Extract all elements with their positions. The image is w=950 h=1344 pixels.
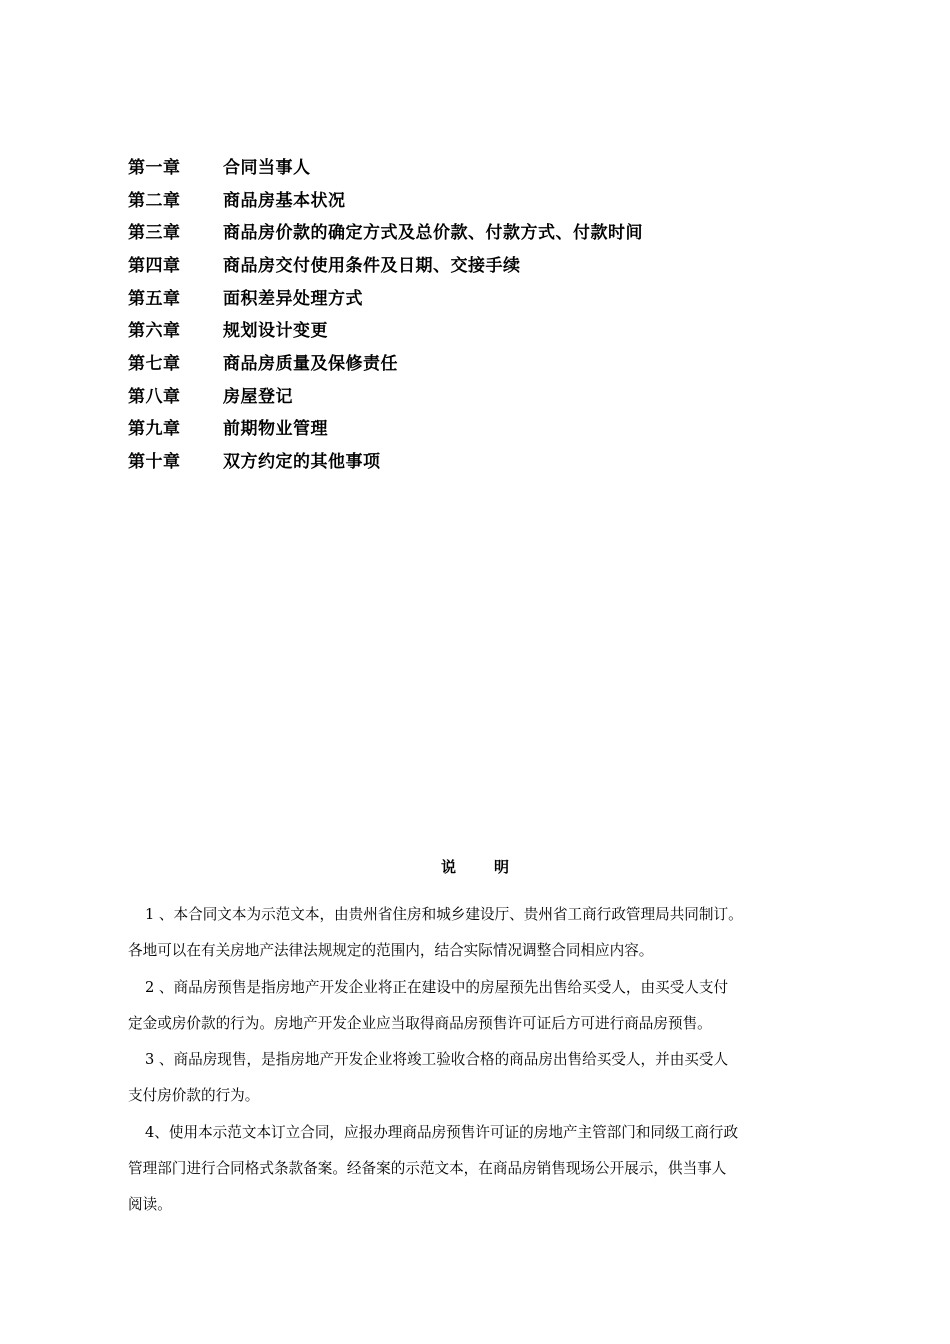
toc-entry-6: [128, 312, 828, 345]
toc-chapter-title: 前期物业管理: [223, 419, 328, 440]
toc-chapter-label: 第十章: [128, 452, 181, 473]
toc-chapter-title: 商品房质量及保修责任: [223, 353, 398, 374]
notes-heading: 说明: [440, 858, 547, 876]
note-line: 管理部门进行合同格式条款备案。经备案的示范文本，在商品房销售现场公开展示，供当事人: [128, 1160, 727, 1178]
toc-chapter-title: 房屋登记: [223, 386, 293, 407]
notes-body: [128, 897, 836, 1224]
note-line: 4、使用本示范文本订立合同，应报办理商品房预售许可证的房地产主管部门和同级工商行政: [145, 1123, 739, 1141]
note-line: 1 、本合同文本为示范文本，由贵州省住房和城乡建设厅、贵州省工商行政管理局共同制订。: [145, 906, 743, 923]
toc-entry-10: [128, 443, 828, 476]
note-line: 各地可以在有关房地产法律法规规定的范围内，结合实际情况调整合同相应内容。: [128, 942, 654, 960]
toc-entry-2: [128, 182, 828, 215]
toc-chapter-title: 双方约定的其他事项: [223, 452, 381, 473]
toc-chapter-label: 第九章: [128, 419, 181, 440]
toc-entry-4: [128, 247, 828, 280]
toc-chapter-label: 第一章: [128, 157, 181, 178]
note-line: 定金或房价款的行为。房地产开发企业应当取得商品房预售许可证后方可进行商品房预售。: [128, 1014, 712, 1032]
toc-chapter-label: 第八章: [128, 386, 181, 407]
table-of-contents: [128, 149, 828, 476]
toc-chapter-title: 面积差异处理方式: [223, 288, 363, 309]
toc-chapter-label: 第二章: [128, 190, 181, 211]
note-line: 2 、商品房预售是指房地产开发企业将正在建设中的房屋预先出售给买受人，由买受人支付: [145, 978, 729, 996]
toc-chapter-title: 商品房价款的确定方式及总价款、付款方式、付款时间: [223, 223, 643, 244]
note-line: 阅读。: [128, 1196, 172, 1214]
toc-entry-7: [128, 345, 828, 378]
toc-entry-1: [128, 149, 828, 182]
toc-chapter-title: 商品房交付使用条件及日期、交接手续: [223, 255, 521, 276]
toc-chapter-label: 第四章: [128, 255, 181, 276]
toc-entry-9: [128, 411, 828, 444]
toc-chapter-label: 第五章: [128, 288, 181, 309]
toc-entry-8: [128, 378, 828, 411]
toc-entry-5: [128, 280, 828, 313]
toc-chapter-label: 第七章: [128, 353, 181, 374]
toc-chapter-label: 第三章: [128, 223, 181, 244]
toc-entry-3: [128, 214, 828, 247]
note-line: 支付房价款的行为。: [128, 1087, 260, 1105]
toc-chapter-title: 合同当事人: [223, 157, 311, 178]
toc-chapter-label: 第六章: [128, 321, 181, 342]
note-line: 3 、商品房现售，是指房地产开发企业将竣工验收合格的商品房出售给买受人，并由买受人: [145, 1051, 729, 1069]
toc-chapter-title: 商品房基本状况: [223, 190, 346, 211]
toc-chapter-title: 规划设计变更: [223, 321, 328, 342]
